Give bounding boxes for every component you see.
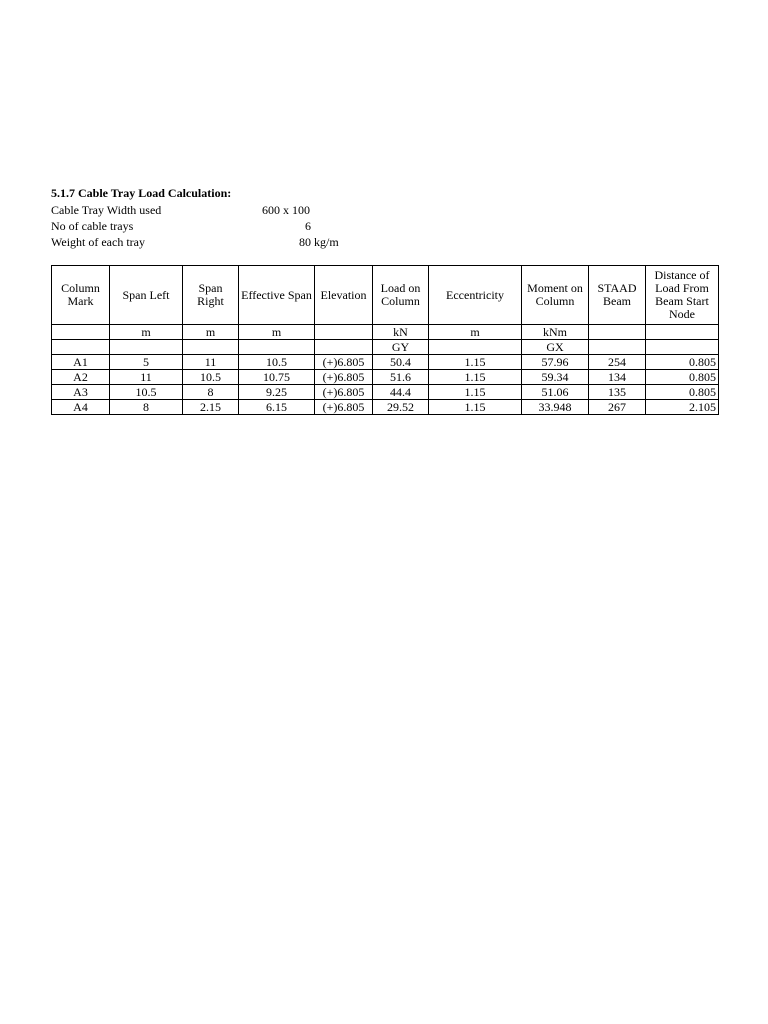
cell-eccentricity: 1.15 (429, 400, 522, 415)
param-value-tray-count: 6 (305, 219, 311, 233)
header-column-mark: Column Mark (52, 266, 110, 325)
cell-load-distance: 2.105 (646, 400, 719, 415)
cell-effective-span: 6.15 (239, 400, 315, 415)
cell-staad-beam: 267 (589, 400, 646, 415)
cell-effective-span: 9.25 (239, 385, 315, 400)
cell-column-mark: A1 (52, 355, 110, 370)
cell-span-right: 11 (183, 355, 239, 370)
param-label-tray-count: No of cable trays (51, 219, 134, 233)
param-label-tray-width: Cable Tray Width used (51, 203, 162, 217)
cell-load: 51.6 (373, 370, 429, 385)
param-label-tray-weight: Weight of each tray (51, 235, 145, 249)
cell-span-left: 5 (110, 355, 183, 370)
cell-effective-span: 10.5 (239, 355, 315, 370)
cell-span-right: 8 (183, 385, 239, 400)
direction-cell: GX (522, 340, 589, 355)
header-eccentricity: Eccentricity (429, 266, 522, 325)
cell-span-right: 2.15 (183, 400, 239, 415)
direction-cell: GY (373, 340, 429, 355)
header-elevation: Elevation (315, 266, 373, 325)
cell-staad-beam: 135 (589, 385, 646, 400)
cell-elevation: (+)6.805 (315, 385, 373, 400)
table-row (52, 385, 719, 400)
header-moment-on-column: Moment on Column (522, 266, 589, 325)
header-load-distance: Distance of Load From Beam Start Node (646, 266, 719, 325)
units-row (52, 325, 719, 340)
cell-elevation: (+)6.805 (315, 355, 373, 370)
direction-cell (183, 340, 239, 355)
param-value-tray-width: 600 x 100 (262, 203, 310, 217)
header-load-on-column: Load on Column (373, 266, 429, 325)
cell-staad-beam: 134 (589, 370, 646, 385)
header-staad-beam: STAAD Beam (589, 266, 646, 325)
cell-span-left: 8 (110, 400, 183, 415)
unit-cell: m (110, 325, 183, 340)
cell-span-left: 10.5 (110, 385, 183, 400)
cell-eccentricity: 1.15 (429, 385, 522, 400)
cell-moment: 59.34 (522, 370, 589, 385)
cell-span-left: 11 (110, 370, 183, 385)
table-row (52, 355, 719, 370)
cell-effective-span: 10.75 (239, 370, 315, 385)
unit-cell (315, 325, 373, 340)
unit-cell: kN (373, 325, 429, 340)
unit-cell: m (239, 325, 315, 340)
section-heading: 5.1.7 Cable Tray Load Calculation: (51, 186, 232, 200)
direction-cell (429, 340, 522, 355)
cell-load: 29.52 (373, 400, 429, 415)
unit-cell (646, 325, 719, 340)
cell-elevation: (+)6.805 (315, 400, 373, 415)
cell-moment: 57.96 (522, 355, 589, 370)
header-span-right: Span Right (183, 266, 239, 325)
direction-cell (589, 340, 646, 355)
table-header-row (52, 266, 719, 325)
cell-span-right: 10.5 (183, 370, 239, 385)
cell-load: 50.4 (373, 355, 429, 370)
unit-cell: m (183, 325, 239, 340)
unit-cell (589, 325, 646, 340)
cell-column-mark: A4 (52, 400, 110, 415)
cell-load-distance: 0.805 (646, 370, 719, 385)
direction-cell (110, 340, 183, 355)
unit-cell: kNm (522, 325, 589, 340)
header-span-left: Span Left (110, 266, 183, 325)
direction-cell (52, 340, 110, 355)
cell-eccentricity: 1.15 (429, 355, 522, 370)
table-row (52, 400, 719, 415)
cell-eccentricity: 1.15 (429, 370, 522, 385)
column-load-table (51, 265, 719, 415)
cell-load-distance: 0.805 (646, 355, 719, 370)
unit-cell (52, 325, 110, 340)
cell-load-distance: 0.805 (646, 385, 719, 400)
cell-moment: 51.06 (522, 385, 589, 400)
header-effective-span: Effective Span (239, 266, 315, 325)
cell-column-mark: A2 (52, 370, 110, 385)
cell-staad-beam: 254 (589, 355, 646, 370)
direction-row (52, 340, 719, 355)
unit-cell: m (429, 325, 522, 340)
direction-cell (239, 340, 315, 355)
direction-cell (315, 340, 373, 355)
table-row (52, 370, 719, 385)
cell-load: 44.4 (373, 385, 429, 400)
direction-cell (646, 340, 719, 355)
param-value-tray-weight: 80 kg/m (299, 235, 339, 249)
cell-column-mark: A3 (52, 385, 110, 400)
cell-elevation: (+)6.805 (315, 370, 373, 385)
cell-moment: 33.948 (522, 400, 589, 415)
